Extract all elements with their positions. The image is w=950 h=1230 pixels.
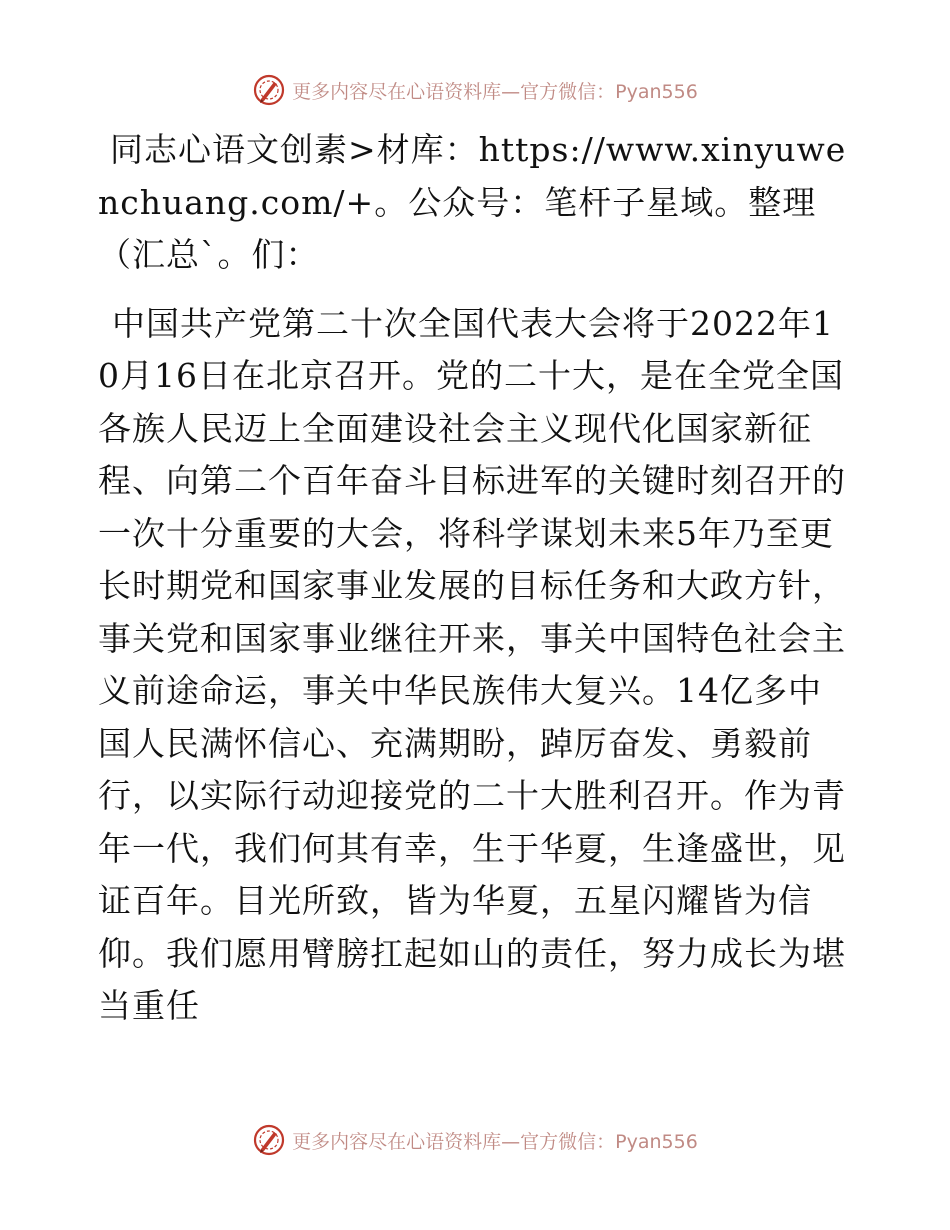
document-body xyxy=(98,124,850,1033)
intro-paragraph: 同志心语文创素>材库：https://www.xinyuwenchuang.com/+。公众号：笔杆子星域。整理（汇总`。们： xyxy=(98,130,847,274)
pen-logo-icon xyxy=(252,73,286,107)
footer-watermark-text: 更多内容尽在心语资料库—官方微信：Pyan556 xyxy=(292,1130,698,1153)
header-watermark xyxy=(0,70,950,110)
pen-logo-icon xyxy=(252,1123,286,1157)
header-watermark-text: 更多内容尽在心语资料库—官方微信：Pyan556 xyxy=(292,80,698,103)
footer-watermark xyxy=(0,1120,950,1160)
main-paragraph: 中国共产党第二十次全国代表大会将于2022年10月16日在北京召开。党的二十大，是在全党全国各族人民迈上全面建设社会主义现代化国家新征程、向第二个百年奋斗目标进军的关键时刻召开的一次十分重要的大会，将科学谋划未来5年乃至更长时期党和国家事业发展的目标任务和大政方针，事关党和国家事业继往开来，事关中国特色社会主义前途命运，事关中华民族伟大复兴。14亿多中国人民满怀信心、充满期盼，踔厉奋发、勇毅前行，以实际行动迎接党的二十大胜利召开。作为青年一代，我们何其有幸，生于华夏，生逢盛世，见证百年。目光所致，皆为华夏，五星闪耀皆为信仰。我们愿用臂膀扛起如山的责任，努力成长为堪当重任 xyxy=(98,303,846,1025)
